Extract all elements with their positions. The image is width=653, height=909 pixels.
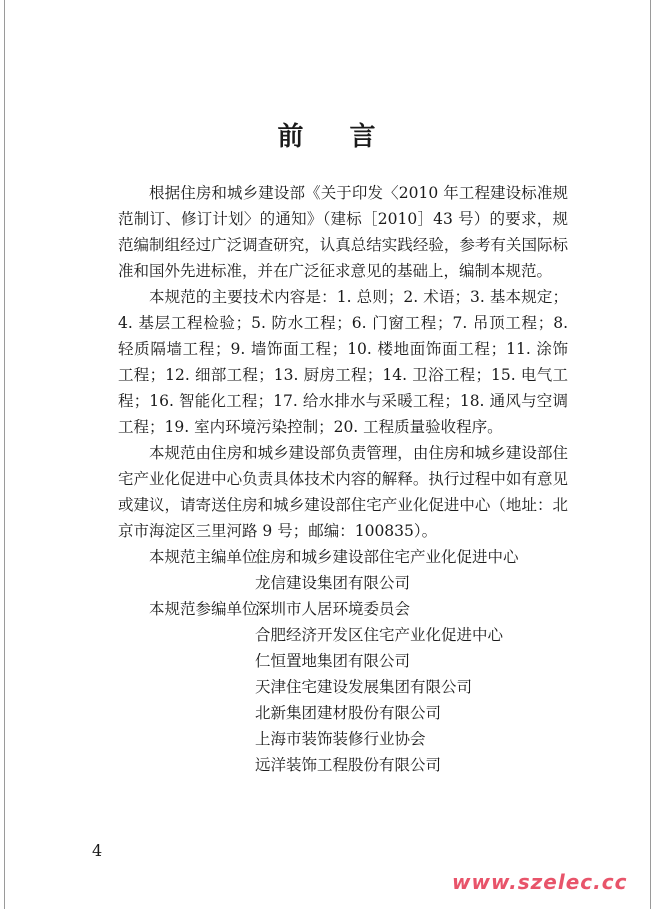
participant-unit: 远洋装饰工程股份有限公司 — [255, 756, 442, 774]
page-number: 4 — [92, 841, 103, 860]
participant-unit: 北新集团建材股份有限公司 — [255, 704, 442, 722]
site-watermark: www.szelec.cc — [452, 870, 628, 894]
title-char-1: 前 — [277, 122, 304, 152]
chief-editor-unit: 龙信建设集团有限公司 — [255, 574, 411, 592]
paragraph-contents: 本规范的主要技术内容是：1. 总则；2. 术语；3. 基本规定；4. 基层工程检验；5. 防水工程；6. 门窗工程；7. 吊顶工程；8. 轻质隔墙工程；9. 墙饰面工程；10. 楼地面饰面工程；11. 涂饰工程；12. 细部工程；13. 厨房工程；14. 卫浴工程；15. 电气工程；16. 智能化工程；17. 给水排水与采暖工程；18. 通风与空调工程；19. 室内环境污染控制；20. 工程质量验收程序。 — [118, 288, 568, 436]
participant-unit: 深圳市人居环境委员会 — [255, 600, 411, 618]
participant-unit: 合肥经济开发区住宅产业化促进中心 — [255, 626, 504, 644]
participant-label: 本规范参编单位： — [149, 600, 274, 618]
chief-editor-row — [118, 544, 568, 570]
participant-unit: 仁恒置地集团有限公司 — [255, 652, 411, 670]
participant-row — [118, 596, 568, 622]
chief-editor-label: 本规范主编单位： — [149, 548, 274, 566]
participant-unit: 天津住宅建设发展集团有限公司 — [255, 678, 473, 696]
paragraph-management: 本规范由住房和城乡建设部负责管理，由住房和城乡建设部住宅产业化促进中心负责具体技术内容的解释。执行过程中如有意见或建议，请寄送住房和城乡建设部住宅产业化促进中心（地址：北京市海淀区三里河路 9 号；邮编：100835）。 — [118, 444, 568, 540]
chief-editor-units — [118, 544, 568, 596]
chief-editor-unit: 住房和城乡建设部住宅产业化促进中心 — [255, 548, 519, 566]
participant-units — [118, 596, 568, 778]
participant-unit: 上海市装饰装修行业协会 — [255, 730, 426, 748]
paragraph-background: 根据住房和城乡建设部《关于印发〈2010 年工程建设标准规范制订、修订计划〉的通知》（建标［2010］43 号）的要求，规范编制组经过广泛调查研究，认真总结实践经验，参考有关国际标准和国外先进标准，并在广泛征求意见的基础上，编制本规范。 — [118, 184, 568, 280]
page-title — [0, 116, 653, 153]
preface-body — [118, 180, 568, 778]
title-char-2: 言 — [349, 122, 376, 152]
